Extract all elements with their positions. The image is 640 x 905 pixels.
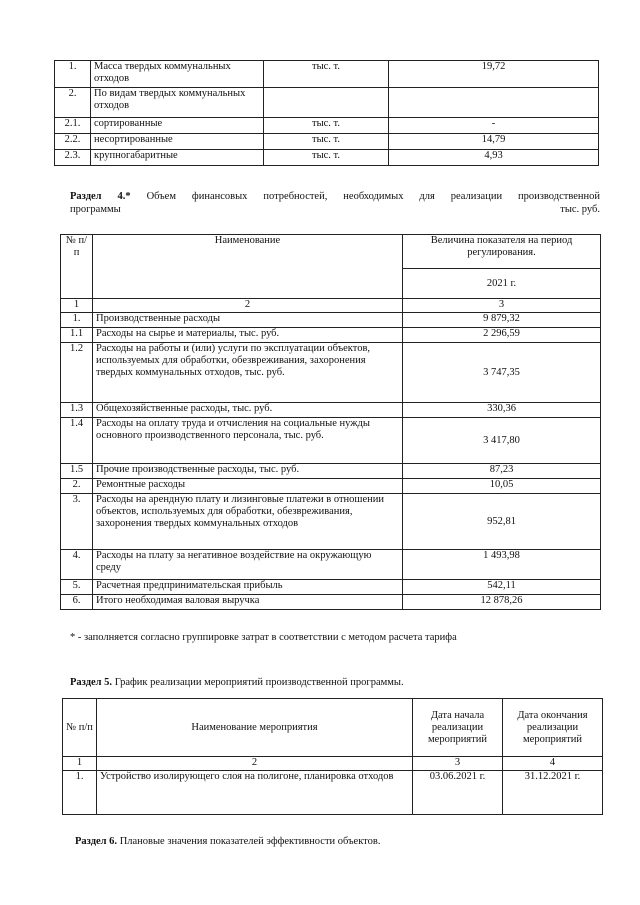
row-value: 9 879,32: [403, 313, 601, 328]
colnum: 2: [93, 299, 403, 313]
table-row: [61, 595, 601, 610]
row-number: 2.2.: [55, 134, 91, 150]
row-value: 2 296,59: [403, 328, 601, 343]
row-value: 3 747,35: [403, 343, 601, 403]
row-number: 1.: [63, 771, 97, 815]
row-value: 330,36: [403, 403, 601, 418]
header-row: [61, 235, 601, 269]
row-name: Расходы на арендную плату и лизинговые платежи в отношении объектов, используемых для обработки, обезвреживания, захоронения твердых коммунальных отходов: [93, 494, 403, 550]
colnum-row: [61, 299, 601, 313]
table-row: [55, 118, 599, 134]
row-unit: тыс. т.: [264, 150, 389, 166]
row-end: 31.12.2021 г.: [503, 771, 603, 815]
row-number: 1.2: [61, 343, 93, 403]
row-name: Расходы на работы и (или) услуги по эксплуатации объектов, используемых для обработки, обезвреживания, захоронения твердых коммунальных отходов, тыс. руб.: [93, 343, 403, 403]
row-name: Общехозяйственные расходы, тыс. руб.: [93, 403, 403, 418]
row-value: 87,23: [403, 464, 601, 479]
section-5-heading: [70, 677, 404, 688]
row-value: 10,05: [403, 479, 601, 494]
header-name: Наименование мероприятия: [97, 699, 413, 757]
header-row: [63, 699, 603, 757]
row-name: Расходы на плату за негативное воздействие на окружающую среду: [93, 550, 403, 580]
row-value: 3 417,80: [403, 418, 601, 464]
row-name: крупногабаритные: [91, 150, 264, 166]
row-unit: тыс. т.: [264, 61, 389, 88]
row-value: 952,81: [403, 494, 601, 550]
colnum: 1: [63, 757, 97, 771]
row-name: По видам твердых коммунальных отходов: [91, 88, 264, 118]
header-end: Дата окончания реализации мероприятий: [503, 699, 603, 757]
section-5-title: График реализации мероприятий производственной программы.: [114, 677, 404, 688]
row-name: Прочие производственные расходы, тыс. руб.: [93, 464, 403, 479]
colnum: 2: [97, 757, 413, 771]
table-row: [61, 464, 601, 479]
row-unit: тыс. т.: [264, 118, 389, 134]
row-number: 2.: [55, 88, 91, 118]
header-num: № п/п: [63, 699, 97, 757]
header-year: 2021 г.: [403, 269, 601, 299]
section-4-title-cont: программы: [70, 204, 121, 215]
colnum: 3: [413, 757, 503, 771]
row-name: сортированные: [91, 118, 264, 134]
section-4-unit: тыс. руб.: [560, 204, 600, 215]
row-value: 1 493,98: [403, 550, 601, 580]
schedule-table: [62, 698, 603, 815]
financial-needs-table: [60, 234, 601, 610]
section-4-label: Раздел 4.*: [70, 191, 131, 202]
row-number: 1.1: [61, 328, 93, 343]
section-6-label: Раздел 6.: [75, 836, 118, 847]
table-row: [61, 328, 601, 343]
row-number: 1.3: [61, 403, 93, 418]
row-value: [389, 88, 599, 118]
row-number: 2.1.: [55, 118, 91, 134]
row-name: Расходы на оплату труда и отчисления на социальные нужды основного производственного персонала, тыс. руб.: [93, 418, 403, 464]
table-row: [61, 550, 601, 580]
row-number: 1.5: [61, 464, 93, 479]
table-row: [63, 771, 603, 815]
row-unit: [264, 88, 389, 118]
section-5-label: Раздел 5.: [70, 677, 113, 688]
section-6-heading: [75, 836, 380, 847]
table-row: [61, 479, 601, 494]
row-name: Устройство изолирующего слоя на полигоне, планировка отходов: [97, 771, 413, 815]
row-name: Производственные расходы: [93, 313, 403, 328]
waste-mass-table: [54, 60, 599, 166]
table-row: [61, 494, 601, 550]
footnote: * - заполняется согласно группировке затрат в соответствии с методом расчета тарифа: [70, 632, 457, 643]
colnum: 1: [61, 299, 93, 313]
row-number: 4.: [61, 550, 93, 580]
table-row: [55, 134, 599, 150]
row-name: Расходы на сырье и материалы, тыс. руб.: [93, 328, 403, 343]
row-name: Расчетная предпринимательская прибыль: [93, 580, 403, 595]
row-name: Ремонтные расходы: [93, 479, 403, 494]
header-num: № п/п: [61, 235, 93, 299]
row-value: 4,93: [389, 150, 599, 166]
row-name: Масса твердых коммунальных отходов: [91, 61, 264, 88]
table-row: [55, 88, 599, 118]
row-name: несортированные: [91, 134, 264, 150]
header-value: Величина показателя на период регулирования.: [403, 235, 601, 269]
colnum: 3: [403, 299, 601, 313]
row-value: 19,72: [389, 61, 599, 88]
table-row: [61, 403, 601, 418]
table-row: [55, 61, 599, 88]
row-value: 542,11: [403, 580, 601, 595]
row-number: 1.4: [61, 418, 93, 464]
section-4-heading: [70, 190, 600, 216]
section-4-title: Объем финансовых потребностей, необходимых для реализации производственной: [146, 191, 600, 202]
table-row: [61, 418, 601, 464]
row-number: 2.3.: [55, 150, 91, 166]
row-value: 14,79: [389, 134, 599, 150]
colnum-row: [63, 757, 603, 771]
row-name: Итого необходимая валовая выручка: [93, 595, 403, 610]
row-unit: тыс. т.: [264, 134, 389, 150]
table-row: [55, 150, 599, 166]
header-start: Дата начала реализации мероприятий: [413, 699, 503, 757]
row-value: -: [389, 118, 599, 134]
colnum: 4: [503, 757, 603, 771]
table-row: [61, 580, 601, 595]
row-number: 6.: [61, 595, 93, 610]
header-name: Наименование: [93, 235, 403, 299]
row-value: 12 878,26: [403, 595, 601, 610]
row-number: 2.: [61, 479, 93, 494]
row-start: 03.06.2021 г.: [413, 771, 503, 815]
row-number: 3.: [61, 494, 93, 550]
row-number: 5.: [61, 580, 93, 595]
table-row: [61, 313, 601, 328]
section-6-title: Плановые значения показателей эффективности объектов.: [119, 836, 381, 847]
table-row: [61, 343, 601, 403]
row-number: 1.: [61, 313, 93, 328]
row-number: 1.: [55, 61, 91, 88]
